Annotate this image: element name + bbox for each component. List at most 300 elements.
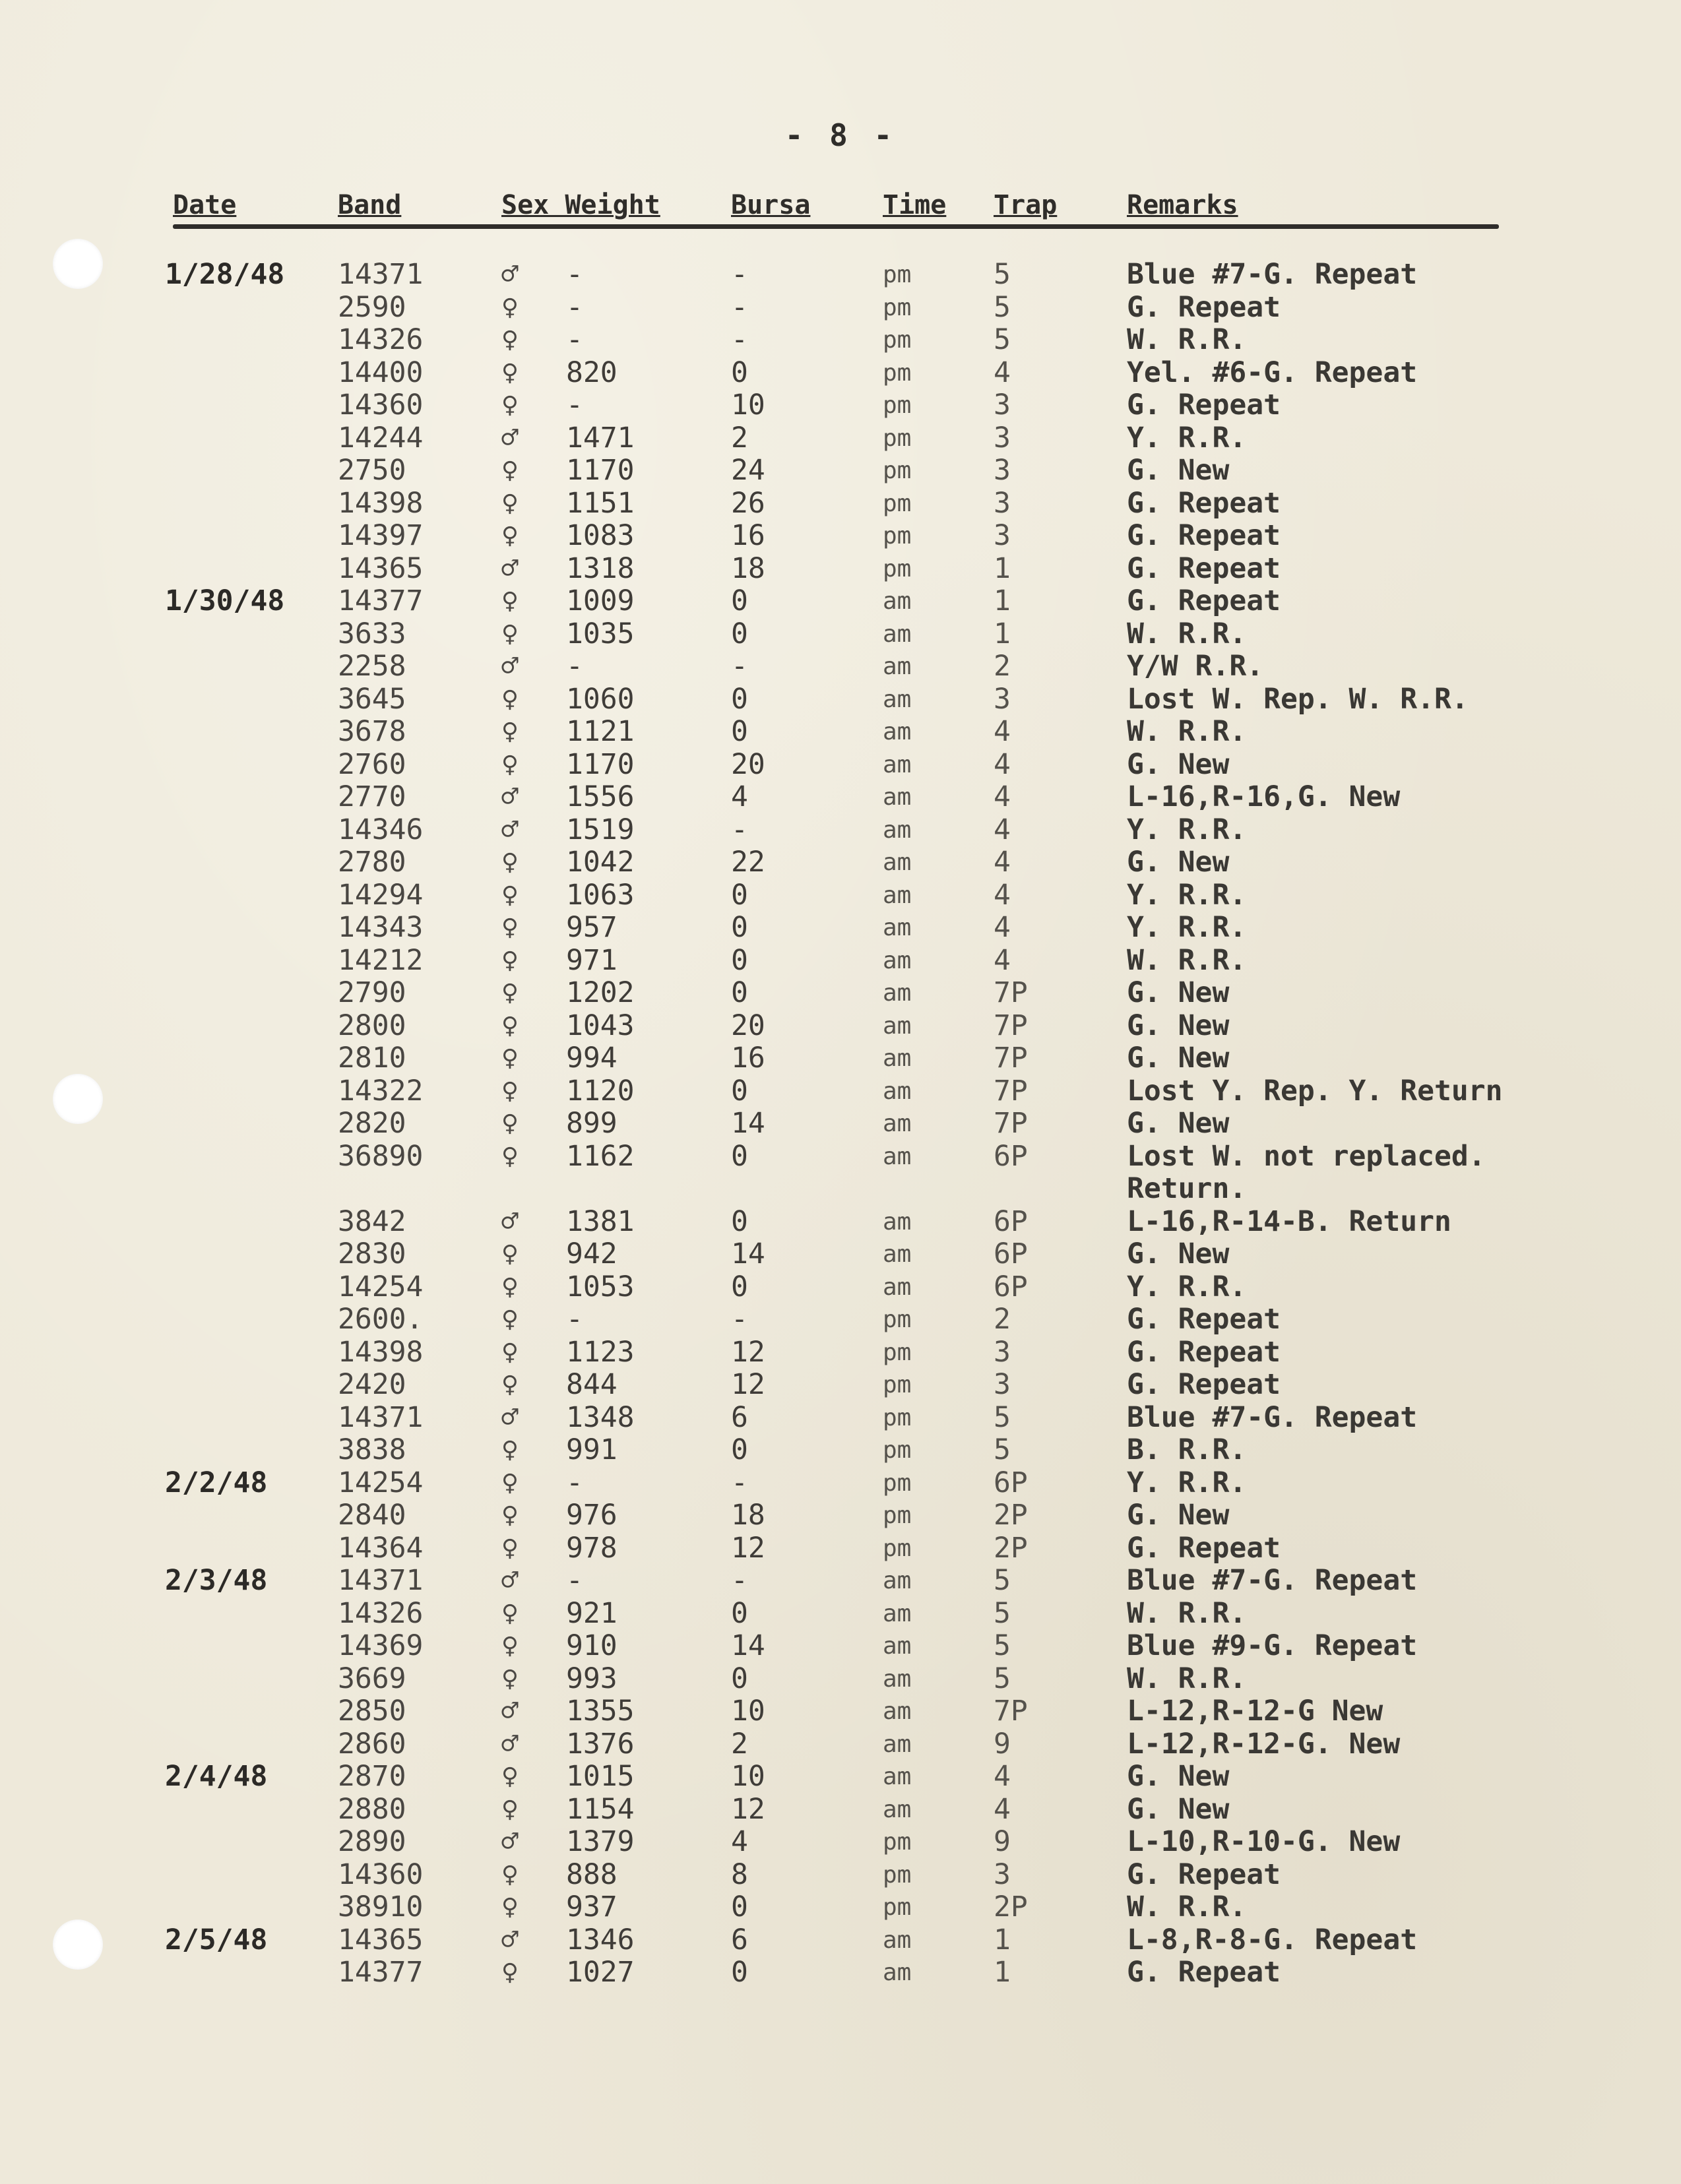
cell-remarks: Lost W. not replaced.	[1127, 1139, 1486, 1173]
cell-band: 2760	[338, 747, 406, 781]
cell-sex: ♀	[501, 1139, 519, 1173]
cell-weight: -	[566, 290, 583, 324]
cell-weight: 971	[566, 943, 618, 977]
cell-remarks: G. Repeat	[1127, 519, 1281, 552]
table-row	[0, 1108, 1681, 1140]
cell-band: 14397	[338, 519, 424, 552]
cell-band: 14343	[338, 911, 424, 944]
cell-weight: 942	[566, 1237, 618, 1270]
table-row	[0, 1859, 1681, 1892]
cell-band: 2830	[338, 1237, 406, 1270]
table-row	[0, 292, 1681, 325]
table-row	[0, 846, 1681, 879]
header-band: Band	[338, 190, 402, 220]
cell-band: 14254	[338, 1270, 424, 1303]
table-row	[0, 1075, 1681, 1108]
cell-trap: 4	[994, 780, 1011, 813]
cell-remarks: Yel. #6-G. Repeat	[1127, 356, 1418, 389]
header-rule	[173, 224, 1499, 229]
table-row	[0, 389, 1681, 422]
cell-time: am	[883, 980, 912, 1007]
cell-bursa: -	[731, 323, 748, 356]
cell-sex: ♀	[501, 454, 519, 487]
cell-remarks: W. R.R.	[1127, 617, 1247, 650]
cell-remarks: G. New	[1127, 1237, 1230, 1270]
cell-weight: 1083	[566, 519, 635, 552]
cell-weight: 820	[566, 356, 618, 389]
cell-weight: 1471	[566, 421, 635, 454]
cell-bursa: 0	[731, 1596, 748, 1630]
cell-date: 2/2/48	[165, 1466, 268, 1499]
cell-weight: 1154	[566, 1792, 635, 1826]
cell-band: 14254	[338, 1466, 424, 1499]
cell-sex: ♀	[501, 1042, 519, 1075]
table-row	[0, 879, 1681, 912]
cell-time: am	[883, 1567, 912, 1594]
cell-remarks: G. Repeat	[1127, 389, 1281, 421]
cell-sex: ♀	[501, 715, 519, 748]
cell-trap: 2	[994, 650, 1011, 683]
cell-weight: 1202	[566, 976, 635, 1009]
cell-sex: ♀	[501, 617, 519, 650]
cell-time: pm	[883, 261, 912, 288]
cell-sex: ♀	[501, 878, 519, 912]
cell-weight: 1170	[566, 747, 635, 781]
cell-band: 2770	[338, 780, 406, 813]
cell-remarks: W. R.R.	[1127, 1890, 1247, 1923]
cell-band: 14398	[338, 1335, 424, 1369]
cell-time: am	[883, 1077, 912, 1105]
cell-sex: ♂	[501, 1923, 519, 1956]
table-row	[0, 912, 1681, 945]
cell-sex: ♂	[501, 1204, 519, 1238]
table-row	[0, 357, 1681, 390]
cell-time: am	[883, 1959, 912, 1986]
cell-trap: 5	[994, 1596, 1011, 1630]
cell-remarks: G. New	[1127, 747, 1230, 781]
cell-band: 3633	[338, 617, 406, 650]
cell-sex: ♀	[501, 1629, 519, 1662]
cell-weight: 844	[566, 1368, 618, 1401]
cell-remarks: L-10,R-10-G. New	[1127, 1825, 1401, 1858]
cell-band: 14398	[338, 486, 424, 520]
cell-remarks: Y/W R.R.	[1127, 650, 1264, 683]
cell-remarks: Return.	[1127, 1172, 1247, 1205]
cell-time: pm	[883, 1404, 912, 1431]
table-row	[0, 259, 1681, 292]
cell-weight: 1060	[566, 682, 635, 716]
cell-remarks: L-8,R-8-G. Repeat	[1127, 1923, 1418, 1956]
cell-time: am	[883, 816, 912, 844]
header-trap: Trap	[994, 190, 1058, 220]
cell-remarks: G. Repeat	[1127, 1335, 1281, 1369]
cell-bursa: 14	[731, 1237, 765, 1270]
table-row	[0, 1794, 1681, 1826]
cell-weight: -	[566, 323, 583, 356]
cell-bursa: 18	[731, 551, 765, 585]
cell-weight: 1121	[566, 715, 635, 748]
table-row	[0, 1532, 1681, 1565]
cell-band: 2850	[338, 1695, 406, 1728]
cell-band: 14322	[338, 1074, 424, 1108]
header-date: Date	[173, 190, 237, 220]
cell-band: 2750	[338, 454, 406, 487]
cell-band: 2258	[338, 650, 406, 683]
cell-band: 2790	[338, 976, 406, 1009]
cell-trap: 3	[994, 421, 1011, 454]
table-row	[0, 585, 1681, 618]
cell-weight: 1519	[566, 813, 635, 846]
cell-weight: -	[566, 650, 583, 683]
cell-bursa: -	[731, 1303, 748, 1336]
cell-trap: 3	[994, 1368, 1011, 1401]
cell-bursa: 0	[731, 715, 748, 748]
cell-weight: 1035	[566, 617, 635, 650]
page-number: - 8 -	[784, 117, 897, 153]
cell-time: pm	[883, 1338, 912, 1366]
cell-weight: -	[566, 1303, 583, 1336]
cell-band: 14371	[338, 1564, 424, 1597]
table-row	[0, 1924, 1681, 1957]
cell-remarks: G. New	[1127, 846, 1230, 879]
table-row	[0, 1140, 1681, 1173]
cell-band: 3678	[338, 715, 406, 748]
cell-time: am	[883, 947, 912, 974]
cell-bursa: 0	[731, 976, 748, 1009]
cell-remarks: L-16,R-14-B. Return	[1127, 1204, 1451, 1238]
cell-weight: -	[566, 1564, 583, 1597]
table-row	[0, 1336, 1681, 1369]
cell-time: am	[883, 751, 912, 778]
cell-time: am	[883, 620, 912, 648]
cell-remarks: G. New	[1127, 1760, 1230, 1793]
table-row	[0, 454, 1681, 487]
cell-time: am	[883, 1110, 912, 1137]
cell-bursa: 0	[731, 1662, 748, 1695]
cell-weight: 1376	[566, 1727, 635, 1761]
table-row	[0, 1010, 1681, 1043]
cell-trap: 7P	[994, 1042, 1028, 1075]
cell-sex: ♀	[501, 1531, 519, 1565]
cell-band: 36890	[338, 1139, 424, 1173]
cell-trap: 5	[994, 1629, 1011, 1662]
cell-weight: 1556	[566, 780, 635, 813]
cell-sex: ♀	[501, 1596, 519, 1630]
cell-bursa: 12	[731, 1368, 765, 1401]
cell-time: pm	[883, 1371, 912, 1398]
table-row	[0, 1173, 1681, 1206]
cell-time: am	[883, 1763, 912, 1790]
cell-weight: 993	[566, 1662, 618, 1695]
cell-trap: 5	[994, 290, 1011, 324]
cell-weight: 1063	[566, 878, 635, 912]
cell-trap: 1	[994, 551, 1011, 585]
cell-sex: ♀	[501, 486, 519, 520]
cell-date: 1/28/48	[165, 258, 285, 291]
cell-remarks: G. New	[1127, 1499, 1230, 1532]
table-row	[0, 814, 1681, 847]
cell-bursa: -	[731, 813, 748, 846]
cell-sex: ♂	[501, 258, 519, 291]
table-row	[0, 716, 1681, 749]
table-row	[0, 1369, 1681, 1402]
cell-trap: 2P	[994, 1531, 1028, 1565]
cell-band: 3645	[338, 682, 406, 716]
cell-time: pm	[883, 1437, 912, 1464]
cell-bursa: -	[731, 1466, 748, 1499]
cell-band: 14346	[338, 813, 424, 846]
cell-sex: ♀	[501, 1499, 519, 1532]
cell-weight: 1348	[566, 1400, 635, 1434]
cell-time: am	[883, 685, 912, 713]
cell-time: am	[883, 1600, 912, 1627]
cell-time: pm	[883, 1861, 912, 1888]
cell-weight: -	[566, 1466, 583, 1499]
cell-band: 2860	[338, 1727, 406, 1761]
cell-time: am	[883, 1142, 912, 1170]
cell-time: am	[883, 1633, 912, 1660]
cell-sex: ♀	[501, 519, 519, 552]
cell-weight: 976	[566, 1499, 618, 1532]
cell-time: am	[883, 1012, 912, 1040]
cell-time: am	[883, 1926, 912, 1954]
cell-remarks: W. R.R.	[1127, 1662, 1247, 1695]
cell-band: 2590	[338, 290, 406, 324]
cell-sex: ♀	[501, 1303, 519, 1336]
cell-band: 14371	[338, 1400, 424, 1434]
cell-trap: 5	[994, 1564, 1011, 1597]
table-row	[0, 749, 1681, 782]
cell-weight: 1355	[566, 1695, 635, 1728]
table-row	[0, 324, 1681, 357]
header-bursa: Bursa	[731, 190, 811, 220]
cell-band: 14244	[338, 421, 424, 454]
table-row	[0, 1956, 1681, 1989]
cell-trap: 4	[994, 911, 1011, 944]
table-row	[0, 1467, 1681, 1500]
cell-trap: 2P	[994, 1499, 1028, 1532]
table-row	[0, 977, 1681, 1010]
cell-trap: 6P	[994, 1270, 1028, 1303]
cell-bursa: 20	[731, 1009, 765, 1042]
cell-time: pm	[883, 1534, 912, 1562]
cell-trap: 1	[994, 1923, 1011, 1956]
cell-remarks: G. Repeat	[1127, 1531, 1281, 1565]
cell-band: 14400	[338, 356, 424, 389]
cell-bursa: 4	[731, 1825, 748, 1858]
cell-remarks: L-16,R-16,G. New	[1127, 780, 1401, 813]
cell-band: 2420	[338, 1368, 406, 1401]
cell-bursa: 0	[731, 943, 748, 977]
cell-band: 2880	[338, 1792, 406, 1826]
cell-trap: 7P	[994, 1074, 1028, 1108]
cell-sex: ♀	[501, 1662, 519, 1695]
cell-remarks: Y. R.R.	[1127, 813, 1247, 846]
cell-band: 14360	[338, 389, 424, 421]
cell-bursa: 22	[731, 846, 765, 879]
cell-bursa: 26	[731, 486, 765, 520]
cell-band: 14365	[338, 1923, 424, 1956]
cell-remarks: Y. R.R.	[1127, 911, 1247, 944]
cell-remarks: B. R.R.	[1127, 1433, 1247, 1466]
cell-bursa: -	[731, 650, 748, 683]
cell-bursa: 14	[731, 1107, 765, 1140]
cell-sex: ♀	[501, 1270, 519, 1303]
cell-time: am	[883, 1730, 912, 1758]
cell-bursa: 0	[731, 356, 748, 389]
cell-sex: ♀	[501, 1792, 519, 1826]
cell-trap: 1	[994, 617, 1011, 650]
table-row	[0, 1271, 1681, 1304]
cell-sex: ♀	[501, 976, 519, 1009]
cell-trap: 4	[994, 1792, 1011, 1826]
cell-band: 14369	[338, 1629, 424, 1662]
table-row	[0, 945, 1681, 978]
cell-band: 2840	[338, 1499, 406, 1532]
cell-band: 14326	[338, 1596, 424, 1630]
cell-bursa: 0	[731, 1956, 748, 1989]
cell-bursa: 0	[731, 1270, 748, 1303]
cell-remarks: G. New	[1127, 1042, 1230, 1075]
cell-bursa: 0	[731, 617, 748, 650]
header-time: Time	[883, 190, 947, 220]
cell-bursa: 0	[731, 1204, 748, 1238]
cell-bursa: 18	[731, 1499, 765, 1532]
cell-bursa: -	[731, 290, 748, 324]
cell-trap: 6P	[994, 1466, 1028, 1499]
cell-time: pm	[883, 457, 912, 484]
cell-time: pm	[883, 424, 912, 452]
table-row	[0, 1630, 1681, 1663]
cell-trap: 5	[994, 258, 1011, 291]
cell-sex: ♀	[501, 1466, 519, 1499]
cell-trap: 7P	[994, 1009, 1028, 1042]
cell-band: 2600.	[338, 1303, 424, 1336]
cell-trap: 3	[994, 389, 1011, 421]
cell-trap: 3	[994, 1335, 1011, 1369]
table-row	[0, 1695, 1681, 1728]
cell-weight: 1042	[566, 846, 635, 879]
cell-sex: ♀	[501, 1107, 519, 1140]
cell-bursa: 12	[731, 1335, 765, 1369]
cell-bursa: 12	[731, 1531, 765, 1565]
cell-time: pm	[883, 489, 912, 517]
cell-remarks: Blue #7-G. Repeat	[1127, 258, 1418, 291]
cell-bursa: 0	[731, 1074, 748, 1108]
cell-weight: 888	[566, 1857, 618, 1891]
cell-band: 14364	[338, 1531, 424, 1565]
cell-band: 2890	[338, 1825, 406, 1858]
cell-remarks: G. New	[1127, 976, 1230, 1009]
cell-remarks: L-12,R-12-G New	[1127, 1695, 1383, 1728]
table-row	[0, 1728, 1681, 1761]
cell-weight: -	[566, 389, 583, 421]
cell-trap: 7P	[994, 1695, 1028, 1728]
cell-band: 14371	[338, 258, 424, 291]
cell-remarks: Blue #7-G. Repeat	[1127, 1400, 1418, 1434]
cell-sex: ♀	[501, 1890, 519, 1923]
table-row	[0, 1598, 1681, 1631]
cell-bursa: 8	[731, 1857, 748, 1891]
cell-remarks: Blue #7-G. Repeat	[1127, 1564, 1418, 1597]
cell-band: 3669	[338, 1662, 406, 1695]
cell-trap: 5	[994, 1433, 1011, 1466]
cell-time: pm	[883, 294, 912, 321]
table-row	[0, 1499, 1681, 1532]
cell-time: am	[883, 588, 912, 615]
table-row	[0, 650, 1681, 683]
cell-band: 3842	[338, 1204, 406, 1238]
cell-trap: 4	[994, 356, 1011, 389]
cell-time: am	[883, 1208, 912, 1235]
cell-sex: ♂	[501, 813, 519, 846]
table-row	[0, 1042, 1681, 1075]
cell-remarks: G. Repeat	[1127, 1857, 1281, 1891]
cell-trap: 2P	[994, 1890, 1028, 1923]
cell-remarks: G. New	[1127, 1792, 1230, 1826]
cell-weight: 994	[566, 1042, 618, 1075]
cell-weight: 937	[566, 1890, 618, 1923]
cell-sex: ♀	[501, 682, 519, 716]
cell-time: am	[883, 881, 912, 909]
table-row	[0, 1434, 1681, 1467]
cell-time: pm	[883, 1894, 912, 1921]
cell-band: 2810	[338, 1042, 406, 1075]
cell-sex: ♀	[501, 584, 519, 617]
table-row	[0, 1206, 1681, 1239]
cell-bursa: 10	[731, 1695, 765, 1728]
cell-band: 14365	[338, 551, 424, 585]
cell-trap: 9	[994, 1727, 1011, 1761]
cell-time: am	[883, 1795, 912, 1823]
cell-band: 14360	[338, 1857, 424, 1891]
cell-band: 14377	[338, 1956, 424, 1989]
cell-bursa: 4	[731, 780, 748, 813]
cell-band: 38910	[338, 1890, 424, 1923]
cell-bursa: 16	[731, 519, 765, 552]
cell-remarks: Y. R.R.	[1127, 878, 1247, 912]
cell-remarks: Y. R.R.	[1127, 1466, 1247, 1499]
cell-time: am	[883, 1665, 912, 1693]
table-row	[0, 618, 1681, 651]
cell-band: 14377	[338, 584, 424, 617]
header-sex-weight: Sex Weight	[501, 190, 660, 220]
cell-remarks: W. R.R.	[1127, 943, 1247, 977]
cell-sex: ♂	[501, 780, 519, 813]
cell-sex: ♀	[501, 356, 519, 389]
cell-sex: ♀	[501, 747, 519, 781]
cell-date: 1/30/48	[165, 584, 285, 617]
cell-date: 2/4/48	[165, 1760, 268, 1793]
cell-trap: 3	[994, 519, 1011, 552]
cell-trap: 7P	[994, 976, 1028, 1009]
cell-remarks: G. New	[1127, 1009, 1230, 1042]
cell-sex: ♀	[501, 1760, 519, 1793]
cell-time: am	[883, 1273, 912, 1301]
cell-bursa: 0	[731, 1433, 748, 1466]
cell-bursa: 0	[731, 584, 748, 617]
table-row	[0, 1891, 1681, 1924]
cell-sex: ♂	[501, 551, 519, 585]
cell-remarks: L-12,R-12-G. New	[1127, 1727, 1401, 1761]
cell-bursa: 2	[731, 1727, 748, 1761]
cell-date: 2/3/48	[165, 1564, 268, 1597]
cell-trap: 3	[994, 454, 1011, 487]
cell-trap: 4	[994, 747, 1011, 781]
cell-bursa: -	[731, 258, 748, 291]
cell-trap: 4	[994, 1760, 1011, 1793]
cell-weight: 1120	[566, 1074, 635, 1108]
